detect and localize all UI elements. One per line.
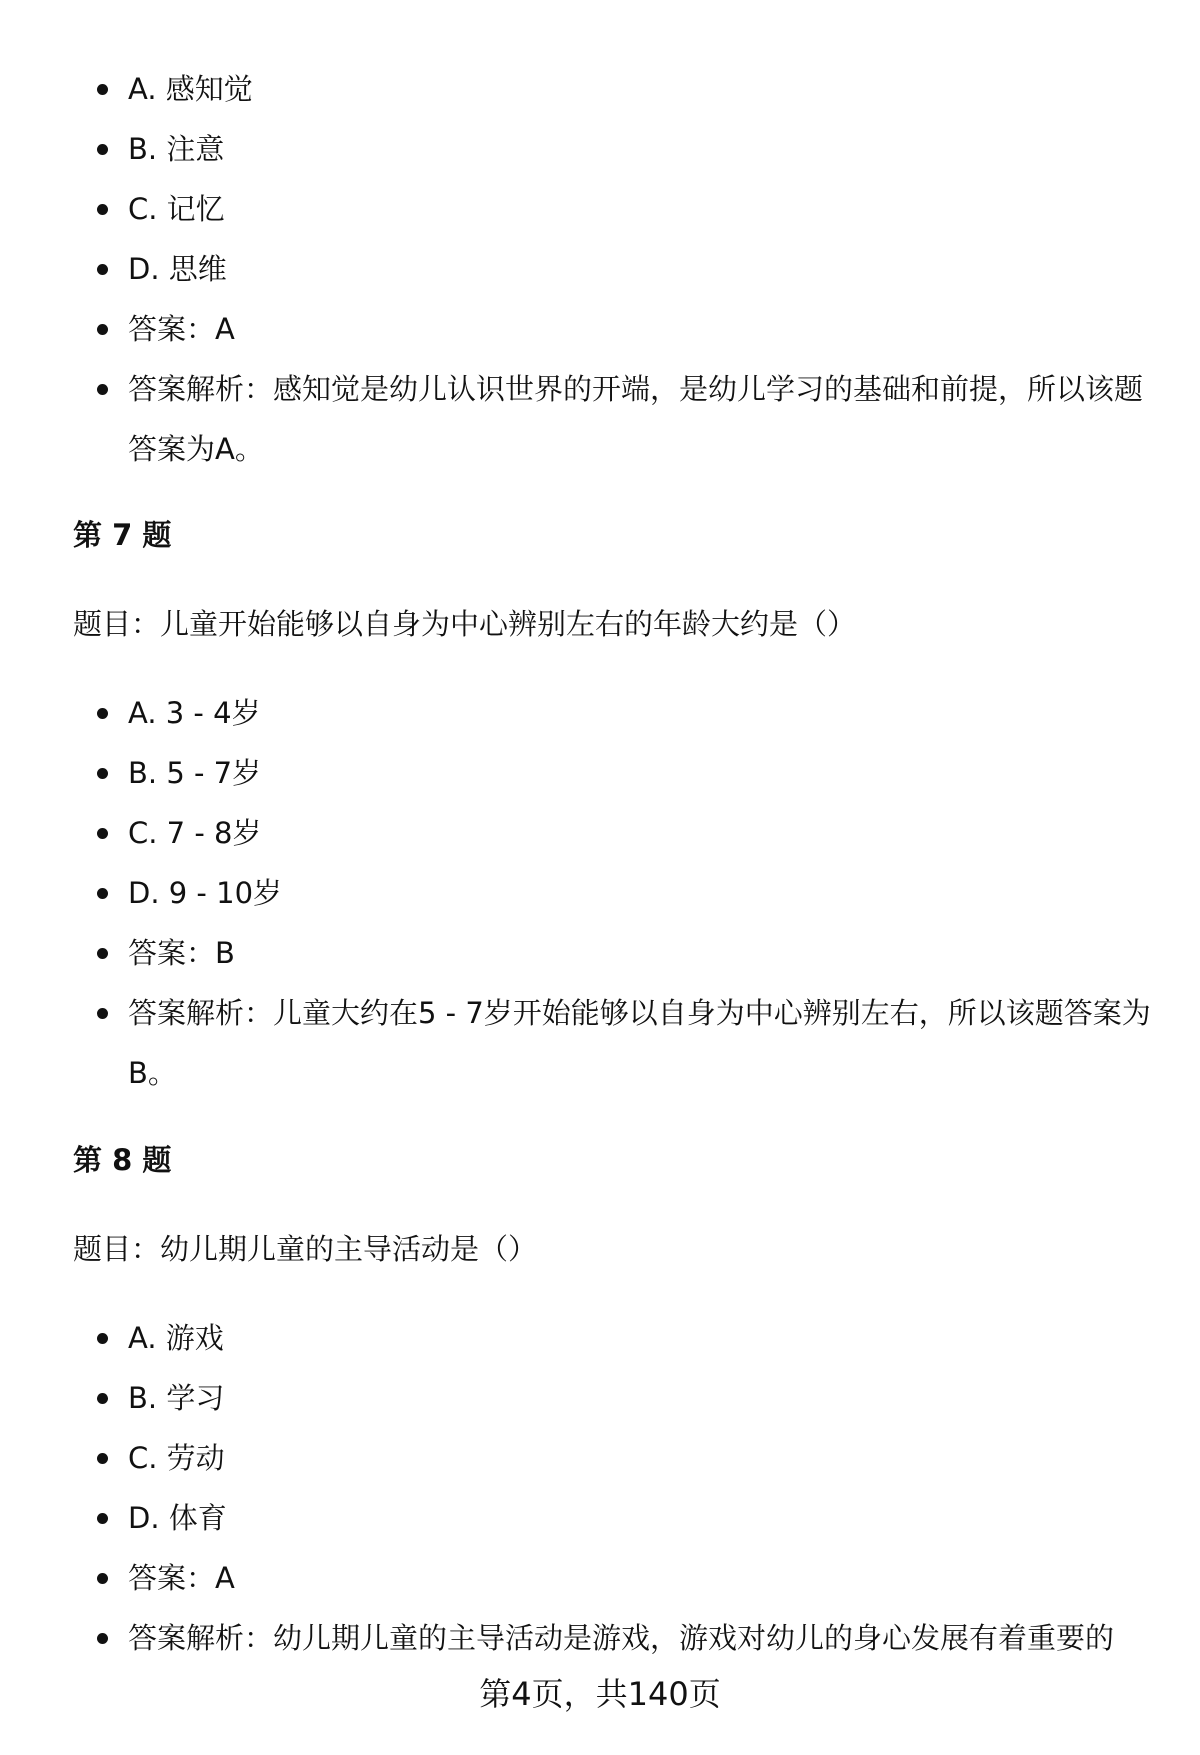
option-text: C. 劳动 xyxy=(128,1441,225,1475)
list-item xyxy=(0,119,1200,179)
list-item xyxy=(0,683,1200,743)
page-number: 第4页，共140页 xyxy=(479,1675,721,1713)
answer-text: 答案：A xyxy=(128,312,235,346)
bullet-icon xyxy=(97,1573,108,1584)
bullet-icon xyxy=(97,144,108,155)
list-item xyxy=(0,239,1200,299)
q7-options-list xyxy=(0,683,1200,1103)
list-item xyxy=(0,1428,1200,1488)
list-item xyxy=(0,803,1200,863)
list-item xyxy=(0,743,1200,803)
list-item xyxy=(0,1368,1200,1428)
list-item xyxy=(0,299,1200,359)
bullet-icon xyxy=(97,1633,108,1644)
q6-options-list xyxy=(0,59,1200,479)
answer-text: 答案：A xyxy=(128,1561,235,1595)
list-item xyxy=(0,1548,1200,1608)
bullet-icon xyxy=(97,708,108,719)
option-text: B. 学习 xyxy=(128,1381,225,1415)
q8-options-list xyxy=(0,1308,1200,1668)
list-item xyxy=(0,1308,1200,1368)
bullet-icon xyxy=(97,1393,108,1404)
bullet-icon xyxy=(97,1513,108,1524)
option-text: A. 3 - 4岁 xyxy=(128,696,261,730)
bullet-icon xyxy=(97,1333,108,1344)
bullet-icon xyxy=(97,828,108,839)
list-item xyxy=(0,1608,1200,1668)
bullet-icon xyxy=(97,948,108,959)
question-heading: 第 7 题 xyxy=(73,518,172,552)
bullet-icon xyxy=(97,1008,108,1019)
list-item xyxy=(0,179,1200,239)
list-item xyxy=(0,923,1200,983)
question-heading: 第 8 题 xyxy=(73,1143,172,1177)
bullet-icon xyxy=(97,384,108,395)
option-text: C. 记忆 xyxy=(128,192,225,226)
question-text: 题目：儿童开始能够以自身为中心辨别左右的年龄大约是（） xyxy=(73,607,857,641)
bullet-icon xyxy=(97,888,108,899)
option-text: D. 体育 xyxy=(128,1501,227,1535)
option-text: D. 思维 xyxy=(128,252,227,286)
option-text: D. 9 - 10岁 xyxy=(128,876,283,910)
bullet-icon xyxy=(97,84,108,95)
option-text: A. 游戏 xyxy=(128,1321,224,1355)
bullet-icon xyxy=(97,264,108,275)
question-text: 题目：幼儿期儿童的主导活动是（） xyxy=(73,1232,538,1266)
option-text: B. 注意 xyxy=(128,132,225,166)
list-item xyxy=(0,863,1200,923)
answer-text: 答案：B xyxy=(128,936,235,970)
list-item xyxy=(0,59,1200,119)
list-item xyxy=(0,359,1200,479)
option-text: A. 感知觉 xyxy=(128,72,253,106)
bullet-icon xyxy=(97,1453,108,1464)
list-item xyxy=(0,1488,1200,1548)
bullet-icon xyxy=(97,324,108,335)
bullet-icon xyxy=(97,204,108,215)
list-item xyxy=(0,983,1200,1103)
explanation-text: 答案解析：儿童大约在5 - 7岁开始能够以自身为中心辨别左右，所以该题答案为B。 xyxy=(128,996,1151,1090)
explanation-text: 答案解析：感知觉是幼儿认识世界的开端，是幼儿学习的基础和前提，所以该题答案为A。 xyxy=(128,372,1144,466)
bullet-icon xyxy=(97,768,108,779)
option-text: C. 7 - 8岁 xyxy=(128,816,262,850)
option-text: B. 5 - 7岁 xyxy=(128,756,262,790)
explanation-text: 答案解析：幼儿期儿童的主导活动是游戏，游戏对幼儿的身心发展有着重要的 xyxy=(128,1621,1115,1655)
